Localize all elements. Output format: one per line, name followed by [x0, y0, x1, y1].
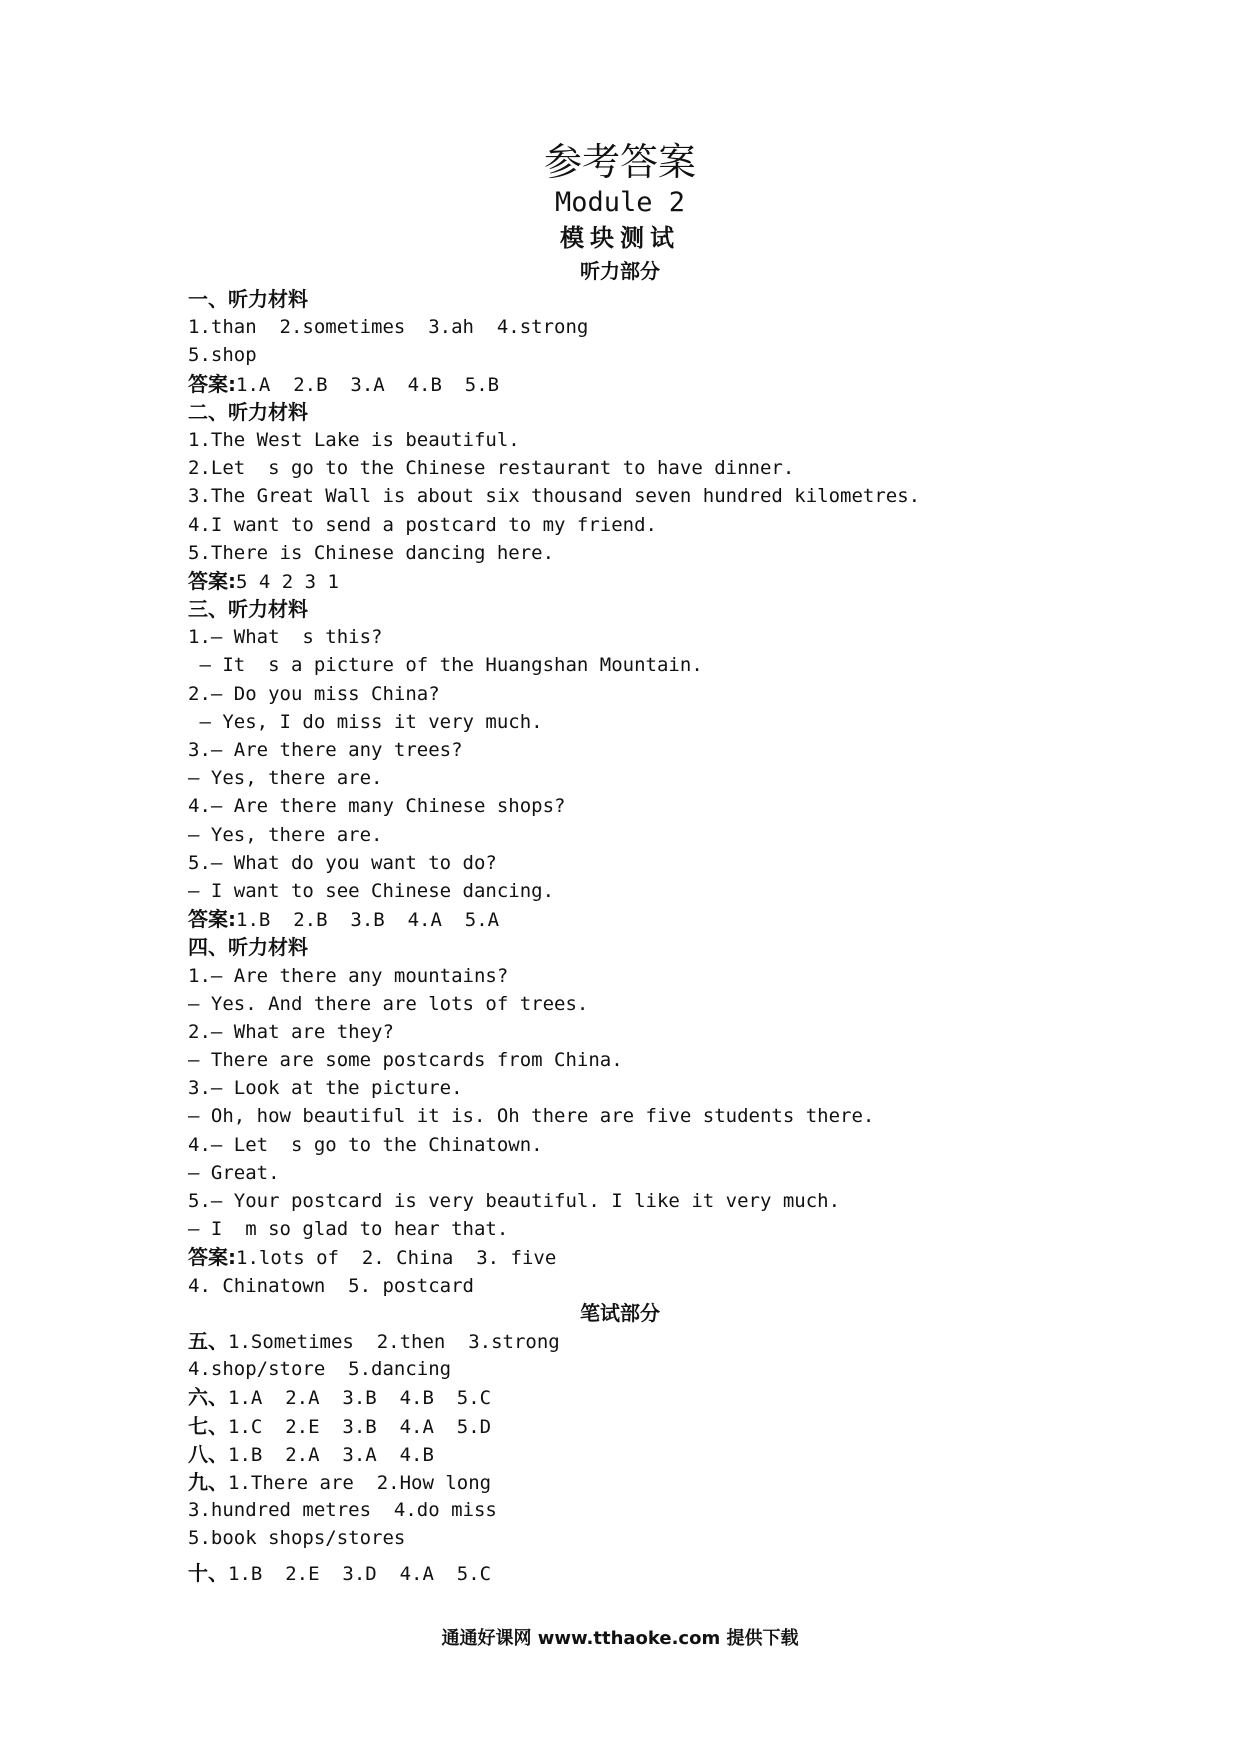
answer-line: 4.— Let s go to the Chinatown.: [188, 1133, 543, 1156]
item-answer: 1.A 2.A 3.B 4.B 5.C: [228, 1387, 492, 1410]
answer-line: 4.I want to send a postcard to my friend.: [188, 513, 657, 536]
answer-key: [188, 370, 1188, 398]
answer-line: 5.There is Chinese dancing here.: [188, 541, 555, 564]
answer-line: 4.— Are there many Chinese shops?: [188, 795, 566, 818]
item-answer: 1.B 2.A 3.A 4.B: [228, 1443, 434, 1466]
footer-credit: 通通好课网 www.tthaoke.com 提供下载: [441, 1628, 799, 1649]
page-title: 参考答案: [543, 140, 696, 184]
answer-value-cont: 4. Chinatown 5. postcard: [188, 1274, 474, 1297]
answer-label: 答案:: [188, 568, 236, 593]
listening-section: [188, 285, 1188, 1300]
answer-key: [188, 567, 1188, 595]
answer-line: 5.— What do you want to do?: [188, 851, 497, 874]
answer-label: 答案:: [188, 907, 236, 932]
answer-value: 1.lots of 2. China 3. five: [236, 1247, 557, 1270]
answer-line: 1.The West Lake is beautiful.: [188, 428, 520, 451]
answer-label: 答案:: [188, 371, 236, 396]
answer-line: — I m so glad to hear that.: [188, 1218, 509, 1241]
item-answer: 1.B 2.E 3.D 4.A 5.C: [228, 1562, 492, 1585]
answer-line: 3.— Are there any trees?: [188, 739, 463, 761]
written-item: [188, 1412, 1188, 1440]
answer-line: — Yes. And there are lots of trees.: [188, 992, 589, 1015]
item-number: 十、: [188, 1560, 228, 1585]
answer-line: — Yes, there are.: [188, 823, 383, 846]
item-answer: 1.Sometimes 2.then 3.strong: [228, 1331, 560, 1353]
answer-line: 3.— Look at the picture.: [188, 1077, 463, 1100]
answer-line: — Great.: [188, 1161, 280, 1184]
written-item-cont: 3.hundred metres 4.do miss: [188, 1499, 497, 1522]
item-answer: 1.C 2.E 3.B 4.A 5.D: [228, 1415, 492, 1438]
test-title: 模块测试: [560, 224, 680, 252]
answer-line: 2.Let s go to the Chinese restaurant to have dinner.: [188, 457, 795, 480]
answer-key: [188, 905, 1188, 933]
section-heading: 三、听力材料: [188, 597, 308, 622]
item-number: 九、: [188, 1469, 228, 1494]
answer-line: 1.— What s this?: [188, 626, 383, 649]
answer-line: 3.The Great Wall is about six thousand seven hundred kilometres.: [188, 485, 921, 508]
answer-key: [188, 1243, 1188, 1271]
answer-value: 1.B 2.B 3.B 4.A 5.A: [236, 909, 500, 932]
written-part-heading: 笔试部分: [580, 1301, 660, 1325]
answer-line: — It s a picture of the Huangshan Mountain.: [188, 654, 703, 677]
section-heading: 四、听力材料: [188, 935, 308, 960]
answer-line: — I want to see Chinese dancing.: [188, 879, 555, 902]
answer-line: — Yes, I do miss it very much.: [188, 710, 543, 733]
item-number: 七、: [188, 1413, 228, 1438]
written-item-cont: 5.book shops/stores: [188, 1527, 406, 1550]
answer-line: — Yes, there are.: [188, 767, 383, 790]
listening-part-heading: 听力部分: [580, 259, 660, 283]
answer-line: 5.— Your postcard is very beautiful. I like it very much.: [188, 1190, 841, 1212]
answer-line: — Oh, how beautiful it is. Oh there are five students there.: [188, 1105, 875, 1128]
answer-value: 1.A 2.B 3.A 4.B 5.B: [236, 373, 500, 396]
written-item: [188, 1440, 1188, 1468]
written-item: [188, 1559, 1188, 1587]
item-answer: 1.There are 2.How long: [228, 1471, 492, 1494]
answer-line: — There are some postcards from China.: [188, 1049, 623, 1072]
answer-line: 1.— Are there any mountains?: [188, 964, 509, 987]
answer-value: 5 4 2 3 1: [236, 570, 339, 593]
module-title: Module 2: [554, 187, 686, 218]
section-heading: 二、听力材料: [188, 399, 308, 424]
written-item: [188, 1327, 1188, 1355]
written-item-cont: 4.shop/store 5.dancing: [188, 1358, 452, 1381]
item-number: 八、: [188, 1441, 228, 1466]
item-number: 六、: [188, 1385, 228, 1410]
answer-line: 5.shop: [188, 344, 257, 367]
written-item: [188, 1383, 1188, 1411]
item-number: 五、: [188, 1329, 228, 1353]
answer-line: 1.than 2.sometimes 3.ah 4.strong: [188, 316, 589, 339]
written-item: [188, 1468, 1188, 1496]
answer-line: 2.— What are they?: [188, 1020, 394, 1043]
answer-label: 答案:: [188, 1245, 236, 1270]
written-section: [188, 1327, 1188, 1587]
section-heading: 一、听力材料: [188, 287, 308, 311]
answer-line: 2.— Do you miss China?: [188, 682, 440, 705]
